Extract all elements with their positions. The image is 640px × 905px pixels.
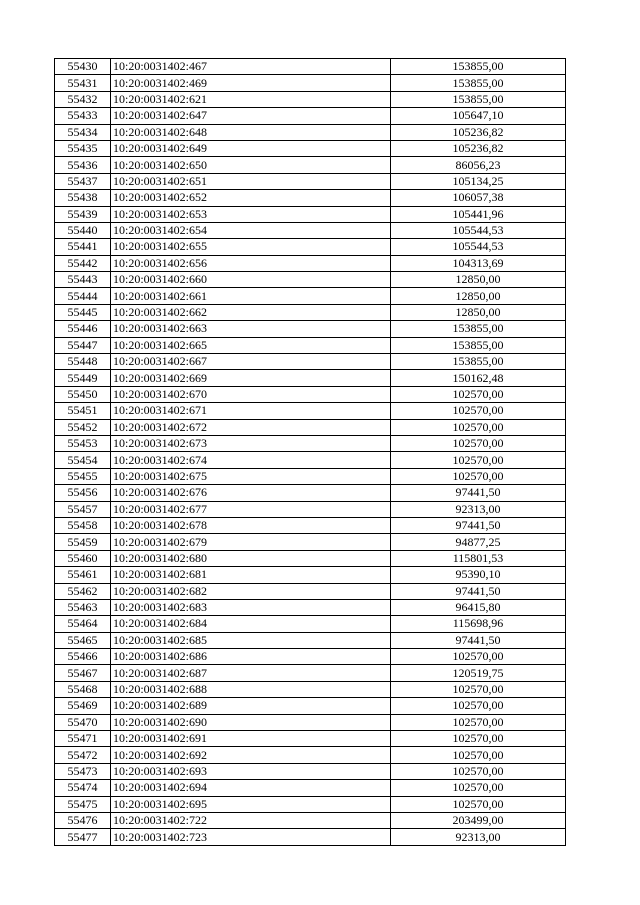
cadastral-value-cell: 97441,50 xyxy=(391,632,566,648)
row-number-cell: 55460 xyxy=(55,550,111,566)
cadastral-number-cell: 10:20:0031402:695 xyxy=(111,796,391,812)
cadastral-number-cell: 10:20:0031402:469 xyxy=(111,75,391,91)
cadastral-value-cell: 102570,00 xyxy=(391,796,566,812)
cadastral-value-cell: 102570,00 xyxy=(391,386,566,402)
cadastral-number-cell: 10:20:0031402:662 xyxy=(111,304,391,320)
table-row xyxy=(55,714,566,730)
cadastral-value-cell: 153855,00 xyxy=(391,337,566,353)
table-row xyxy=(55,354,566,370)
cadastral-value-cell: 102570,00 xyxy=(391,435,566,451)
table-row xyxy=(55,419,566,435)
table-row xyxy=(55,59,566,75)
row-number-cell: 55446 xyxy=(55,321,111,337)
table-row xyxy=(55,829,566,845)
cadastral-value-cell: 94877,25 xyxy=(391,534,566,550)
cadastral-number-cell: 10:20:0031402:654 xyxy=(111,222,391,238)
row-number-cell: 55473 xyxy=(55,763,111,779)
row-number-cell: 55458 xyxy=(55,517,111,533)
table-row xyxy=(55,567,566,583)
cadastral-value-cell: 104313,69 xyxy=(391,255,566,271)
cadastral-value-table xyxy=(54,58,566,846)
table-row xyxy=(55,796,566,812)
cadastral-number-cell: 10:20:0031402:678 xyxy=(111,517,391,533)
cadastral-number-cell: 10:20:0031402:673 xyxy=(111,435,391,451)
row-number-cell: 55467 xyxy=(55,665,111,681)
cadastral-number-cell: 10:20:0031402:675 xyxy=(111,468,391,484)
table-row xyxy=(55,632,566,648)
cadastral-value-cell: 153855,00 xyxy=(391,59,566,75)
cadastral-value-cell: 102570,00 xyxy=(391,649,566,665)
table-row xyxy=(55,288,566,304)
cadastral-value-cell: 102570,00 xyxy=(391,763,566,779)
row-number-cell: 55441 xyxy=(55,239,111,255)
cadastral-value-cell: 102570,00 xyxy=(391,731,566,747)
row-number-cell: 55461 xyxy=(55,567,111,583)
row-number-cell: 55455 xyxy=(55,468,111,484)
cadastral-value-cell: 105236,82 xyxy=(391,140,566,156)
table-row xyxy=(55,370,566,386)
cadastral-number-cell: 10:20:0031402:653 xyxy=(111,206,391,222)
cadastral-value-cell: 115801,53 xyxy=(391,550,566,566)
cadastral-number-cell: 10:20:0031402:683 xyxy=(111,599,391,615)
cadastral-number-cell: 10:20:0031402:674 xyxy=(111,452,391,468)
table-row xyxy=(55,616,566,632)
cadastral-value-cell: 105441,96 xyxy=(391,206,566,222)
table-row xyxy=(55,435,566,451)
row-number-cell: 55470 xyxy=(55,714,111,730)
cadastral-number-cell: 10:20:0031402:681 xyxy=(111,567,391,583)
row-number-cell: 55431 xyxy=(55,75,111,91)
row-number-cell: 55449 xyxy=(55,370,111,386)
cadastral-number-cell: 10:20:0031402:691 xyxy=(111,731,391,747)
row-number-cell: 55465 xyxy=(55,632,111,648)
table-row xyxy=(55,468,566,484)
cadastral-value-cell: 153855,00 xyxy=(391,91,566,107)
cadastral-value-cell: 12850,00 xyxy=(391,288,566,304)
cadastral-value-cell: 96415,80 xyxy=(391,599,566,615)
row-number-cell: 55471 xyxy=(55,731,111,747)
cadastral-value-cell: 105236,82 xyxy=(391,124,566,140)
table-row xyxy=(55,157,566,173)
cadastral-number-cell: 10:20:0031402:655 xyxy=(111,239,391,255)
table-row xyxy=(55,255,566,271)
cadastral-number-cell: 10:20:0031402:670 xyxy=(111,386,391,402)
cadastral-value-cell: 203499,00 xyxy=(391,812,566,828)
cadastral-value-cell: 102570,00 xyxy=(391,403,566,419)
table-row xyxy=(55,698,566,714)
table-row xyxy=(55,452,566,468)
row-number-cell: 55445 xyxy=(55,304,111,320)
row-number-cell: 55474 xyxy=(55,780,111,796)
table-row xyxy=(55,75,566,91)
table-row xyxy=(55,485,566,501)
cadastral-number-cell: 10:20:0031402:650 xyxy=(111,157,391,173)
table-row xyxy=(55,222,566,238)
table-body xyxy=(55,59,566,846)
table-row xyxy=(55,550,566,566)
cadastral-number-cell: 10:20:0031402:647 xyxy=(111,108,391,124)
cadastral-value-cell: 106057,38 xyxy=(391,190,566,206)
cadastral-value-cell: 92313,00 xyxy=(391,829,566,845)
cadastral-number-cell: 10:20:0031402:723 xyxy=(111,829,391,845)
cadastral-number-cell: 10:20:0031402:656 xyxy=(111,255,391,271)
row-number-cell: 55452 xyxy=(55,419,111,435)
row-number-cell: 55477 xyxy=(55,829,111,845)
table-row xyxy=(55,681,566,697)
row-number-cell: 55454 xyxy=(55,452,111,468)
cadastral-value-cell: 97441,50 xyxy=(391,485,566,501)
row-number-cell: 55430 xyxy=(55,59,111,75)
cadastral-number-cell: 10:20:0031402:692 xyxy=(111,747,391,763)
cadastral-number-cell: 10:20:0031402:661 xyxy=(111,288,391,304)
cadastral-number-cell: 10:20:0031402:690 xyxy=(111,714,391,730)
table-row xyxy=(55,239,566,255)
table-row xyxy=(55,599,566,615)
row-number-cell: 55440 xyxy=(55,222,111,238)
row-number-cell: 55459 xyxy=(55,534,111,550)
cadastral-number-cell: 10:20:0031402:676 xyxy=(111,485,391,501)
table-row xyxy=(55,763,566,779)
row-number-cell: 55468 xyxy=(55,681,111,697)
cadastral-number-cell: 10:20:0031402:652 xyxy=(111,190,391,206)
row-number-cell: 55437 xyxy=(55,173,111,189)
cadastral-number-cell: 10:20:0031402:677 xyxy=(111,501,391,517)
cadastral-value-cell: 102570,00 xyxy=(391,698,566,714)
row-number-cell: 55476 xyxy=(55,812,111,828)
cadastral-value-cell: 102570,00 xyxy=(391,714,566,730)
table-row xyxy=(55,91,566,107)
cadastral-number-cell: 10:20:0031402:665 xyxy=(111,337,391,353)
table-row xyxy=(55,534,566,550)
table-row xyxy=(55,206,566,222)
cadastral-value-cell: 120519,75 xyxy=(391,665,566,681)
cadastral-value-cell: 102570,00 xyxy=(391,419,566,435)
cadastral-value-cell: 105647,10 xyxy=(391,108,566,124)
cadastral-number-cell: 10:20:0031402:687 xyxy=(111,665,391,681)
cadastral-value-cell: 102570,00 xyxy=(391,681,566,697)
cadastral-number-cell: 10:20:0031402:694 xyxy=(111,780,391,796)
cadastral-value-cell: 153855,00 xyxy=(391,75,566,91)
cadastral-value-cell: 153855,00 xyxy=(391,321,566,337)
row-number-cell: 55436 xyxy=(55,157,111,173)
table-row xyxy=(55,403,566,419)
cadastral-number-cell: 10:20:0031402:672 xyxy=(111,419,391,435)
row-number-cell: 55457 xyxy=(55,501,111,517)
cadastral-value-cell: 102570,00 xyxy=(391,452,566,468)
row-number-cell: 55438 xyxy=(55,190,111,206)
table-row xyxy=(55,583,566,599)
row-number-cell: 55435 xyxy=(55,140,111,156)
row-number-cell: 55456 xyxy=(55,485,111,501)
cadastral-value-cell: 92313,00 xyxy=(391,501,566,517)
row-number-cell: 55448 xyxy=(55,354,111,370)
cadastral-value-cell: 12850,00 xyxy=(391,304,566,320)
cadastral-number-cell: 10:20:0031402:682 xyxy=(111,583,391,599)
row-number-cell: 55466 xyxy=(55,649,111,665)
table-row xyxy=(55,124,566,140)
cadastral-number-cell: 10:20:0031402:648 xyxy=(111,124,391,140)
cadastral-value-cell: 102570,00 xyxy=(391,747,566,763)
cadastral-number-cell: 10:20:0031402:467 xyxy=(111,59,391,75)
row-number-cell: 55469 xyxy=(55,698,111,714)
cadastral-number-cell: 10:20:0031402:693 xyxy=(111,763,391,779)
cadastral-number-cell: 10:20:0031402:649 xyxy=(111,140,391,156)
cadastral-number-cell: 10:20:0031402:684 xyxy=(111,616,391,632)
cadastral-number-cell: 10:20:0031402:621 xyxy=(111,91,391,107)
cadastral-value-cell: 150162,48 xyxy=(391,370,566,386)
table-row xyxy=(55,501,566,517)
cadastral-value-cell: 105544,53 xyxy=(391,239,566,255)
row-number-cell: 55462 xyxy=(55,583,111,599)
table-row xyxy=(55,747,566,763)
table-row xyxy=(55,649,566,665)
cadastral-number-cell: 10:20:0031402:669 xyxy=(111,370,391,386)
row-number-cell: 55443 xyxy=(55,272,111,288)
table-row xyxy=(55,337,566,353)
table-row xyxy=(55,780,566,796)
cadastral-number-cell: 10:20:0031402:689 xyxy=(111,698,391,714)
row-number-cell: 55463 xyxy=(55,599,111,615)
table-row xyxy=(55,321,566,337)
cadastral-value-cell: 97441,50 xyxy=(391,583,566,599)
cadastral-number-cell: 10:20:0031402:685 xyxy=(111,632,391,648)
table-row xyxy=(55,304,566,320)
row-number-cell: 55432 xyxy=(55,91,111,107)
row-number-cell: 55451 xyxy=(55,403,111,419)
cadastral-value-cell: 115698,96 xyxy=(391,616,566,632)
cadastral-value-cell: 105134,25 xyxy=(391,173,566,189)
cadastral-number-cell: 10:20:0031402:686 xyxy=(111,649,391,665)
row-number-cell: 55450 xyxy=(55,386,111,402)
row-number-cell: 55472 xyxy=(55,747,111,763)
cadastral-value-cell: 102570,00 xyxy=(391,468,566,484)
row-number-cell: 55433 xyxy=(55,108,111,124)
cadastral-number-cell: 10:20:0031402:663 xyxy=(111,321,391,337)
table-row xyxy=(55,108,566,124)
cadastral-number-cell: 10:20:0031402:688 xyxy=(111,681,391,697)
row-number-cell: 55444 xyxy=(55,288,111,304)
table-row xyxy=(55,386,566,402)
row-number-cell: 55434 xyxy=(55,124,111,140)
cadastral-number-cell: 10:20:0031402:651 xyxy=(111,173,391,189)
table-row xyxy=(55,173,566,189)
row-number-cell: 55453 xyxy=(55,435,111,451)
table-row xyxy=(55,517,566,533)
cadastral-value-cell: 97441,50 xyxy=(391,517,566,533)
cadastral-number-cell: 10:20:0031402:660 xyxy=(111,272,391,288)
table-row xyxy=(55,812,566,828)
cadastral-number-cell: 10:20:0031402:679 xyxy=(111,534,391,550)
row-number-cell: 55464 xyxy=(55,616,111,632)
table-row xyxy=(55,272,566,288)
cadastral-value-cell: 105544,53 xyxy=(391,222,566,238)
cadastral-value-cell: 12850,00 xyxy=(391,272,566,288)
table-row xyxy=(55,140,566,156)
row-number-cell: 55439 xyxy=(55,206,111,222)
cadastral-number-cell: 10:20:0031402:722 xyxy=(111,812,391,828)
cadastral-number-cell: 10:20:0031402:671 xyxy=(111,403,391,419)
row-number-cell: 55475 xyxy=(55,796,111,812)
table-row xyxy=(55,731,566,747)
cadastral-value-cell: 102570,00 xyxy=(391,780,566,796)
cadastral-value-cell: 153855,00 xyxy=(391,354,566,370)
cadastral-value-cell: 86056,23 xyxy=(391,157,566,173)
cadastral-number-cell: 10:20:0031402:680 xyxy=(111,550,391,566)
cadastral-value-cell: 95390,10 xyxy=(391,567,566,583)
row-number-cell: 55442 xyxy=(55,255,111,271)
table-row xyxy=(55,190,566,206)
table-row xyxy=(55,665,566,681)
cadastral-number-cell: 10:20:0031402:667 xyxy=(111,354,391,370)
row-number-cell: 55447 xyxy=(55,337,111,353)
